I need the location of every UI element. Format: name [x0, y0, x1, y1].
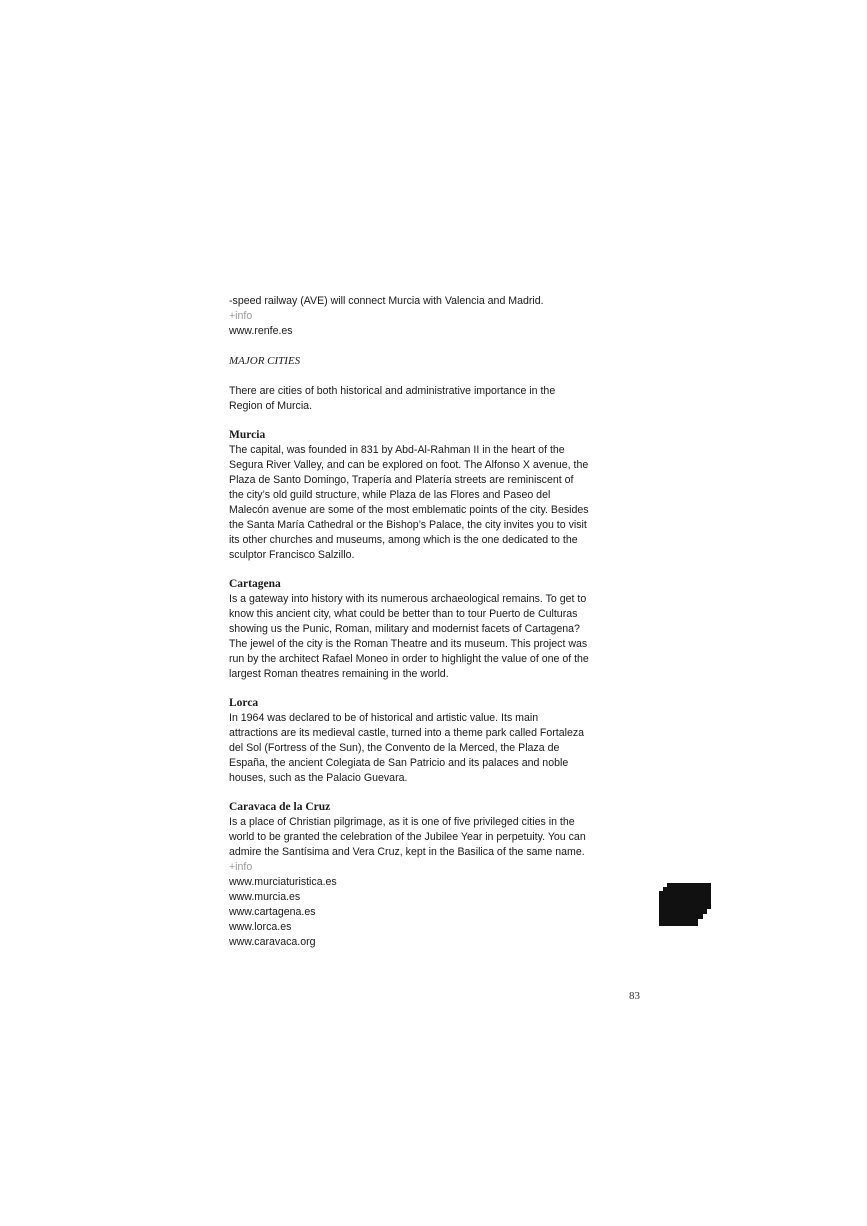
- intro-text: -speed railway (AVE) will connect Murcia with Valencia and Madrid.: [229, 295, 544, 307]
- link-cartagena[interactable]: www.cartagena.es: [229, 906, 316, 918]
- more-info-label: +info: [229, 861, 253, 873]
- link-caravaca[interactable]: www.caravaca.org: [229, 936, 316, 948]
- city-text-cartagena: Is a gateway into history with its numerous archaeological remains. To get to know this ancient city, what could be better than to tour Puerto de Culturas showing us the Punic, Roman, military and modernist facets of Cartagena? The jewel of the city is the Roman Theatre and its museum. This project was run by the architect Rafael Moneo in order to highlight the value of one of the largest Roman theatres remaining in the world.: [229, 593, 589, 680]
- city-text-murcia: The capital, was founded in 831 by Abd-Al-Rahman II in the heart of the Segura River Valley, and can be explored on foot. The Alfonso X avenue, the Plaza de Santo Domingo, Trapería and Platería streets are reminiscent of the city’s old guild structure, while Plaza de las Flores and Paseo del Malecón avenue are some of the most emblematic points of the city. Besides the Santa María Cathedral or the Bishop’s Palace, the city invites you to visit its other churches and museums, among which is the one dedicated to the sculptor Francisco Salzillo.: [229, 444, 589, 561]
- link-renfe[interactable]: www.renfe.es: [229, 325, 293, 337]
- city-title-cartagena: Cartagena: [229, 578, 281, 590]
- link-murciaturistica[interactable]: www.murciaturistica.es: [229, 876, 337, 888]
- city-title-murcia: Murcia: [229, 429, 266, 441]
- city-title-lorca: Lorca: [229, 697, 259, 709]
- text-column: [229, 294, 589, 950]
- link-lorca[interactable]: www.lorca.es: [229, 921, 292, 933]
- city-text-lorca: In 1964 was declared to be of historical and artistic value. Its main attractions are its medieval castle, turned into a theme park called Fortaleza del Sol (Fortress of the Sun), the Convento de la Merced, the Plaza de España, the ancient Colegiata de San Patricio and its palaces and noble houses, such as the Palacio Guevara.: [229, 712, 585, 784]
- section-intro: There are cities of both historical and administrative importance in the Region of Murcia.: [229, 385, 556, 412]
- link-murcia[interactable]: www.murcia.es: [229, 891, 301, 903]
- section-heading: MAJOR CITIES: [229, 355, 301, 367]
- city-title-caravaca: Caravaca de la Cruz: [229, 801, 331, 813]
- corner-mark-icon: [659, 883, 711, 926]
- city-text-caravaca: Is a place of Christian pilgrimage, as it is one of five privileged cities in the world to be granted the celebration of the Jubilee Year in perpetuity. You can admire the Santísima and Vera Cruz, kept in the Basilica of the same name.: [229, 816, 586, 858]
- page-number: 83: [629, 990, 640, 1002]
- info-label: +info: [229, 310, 253, 322]
